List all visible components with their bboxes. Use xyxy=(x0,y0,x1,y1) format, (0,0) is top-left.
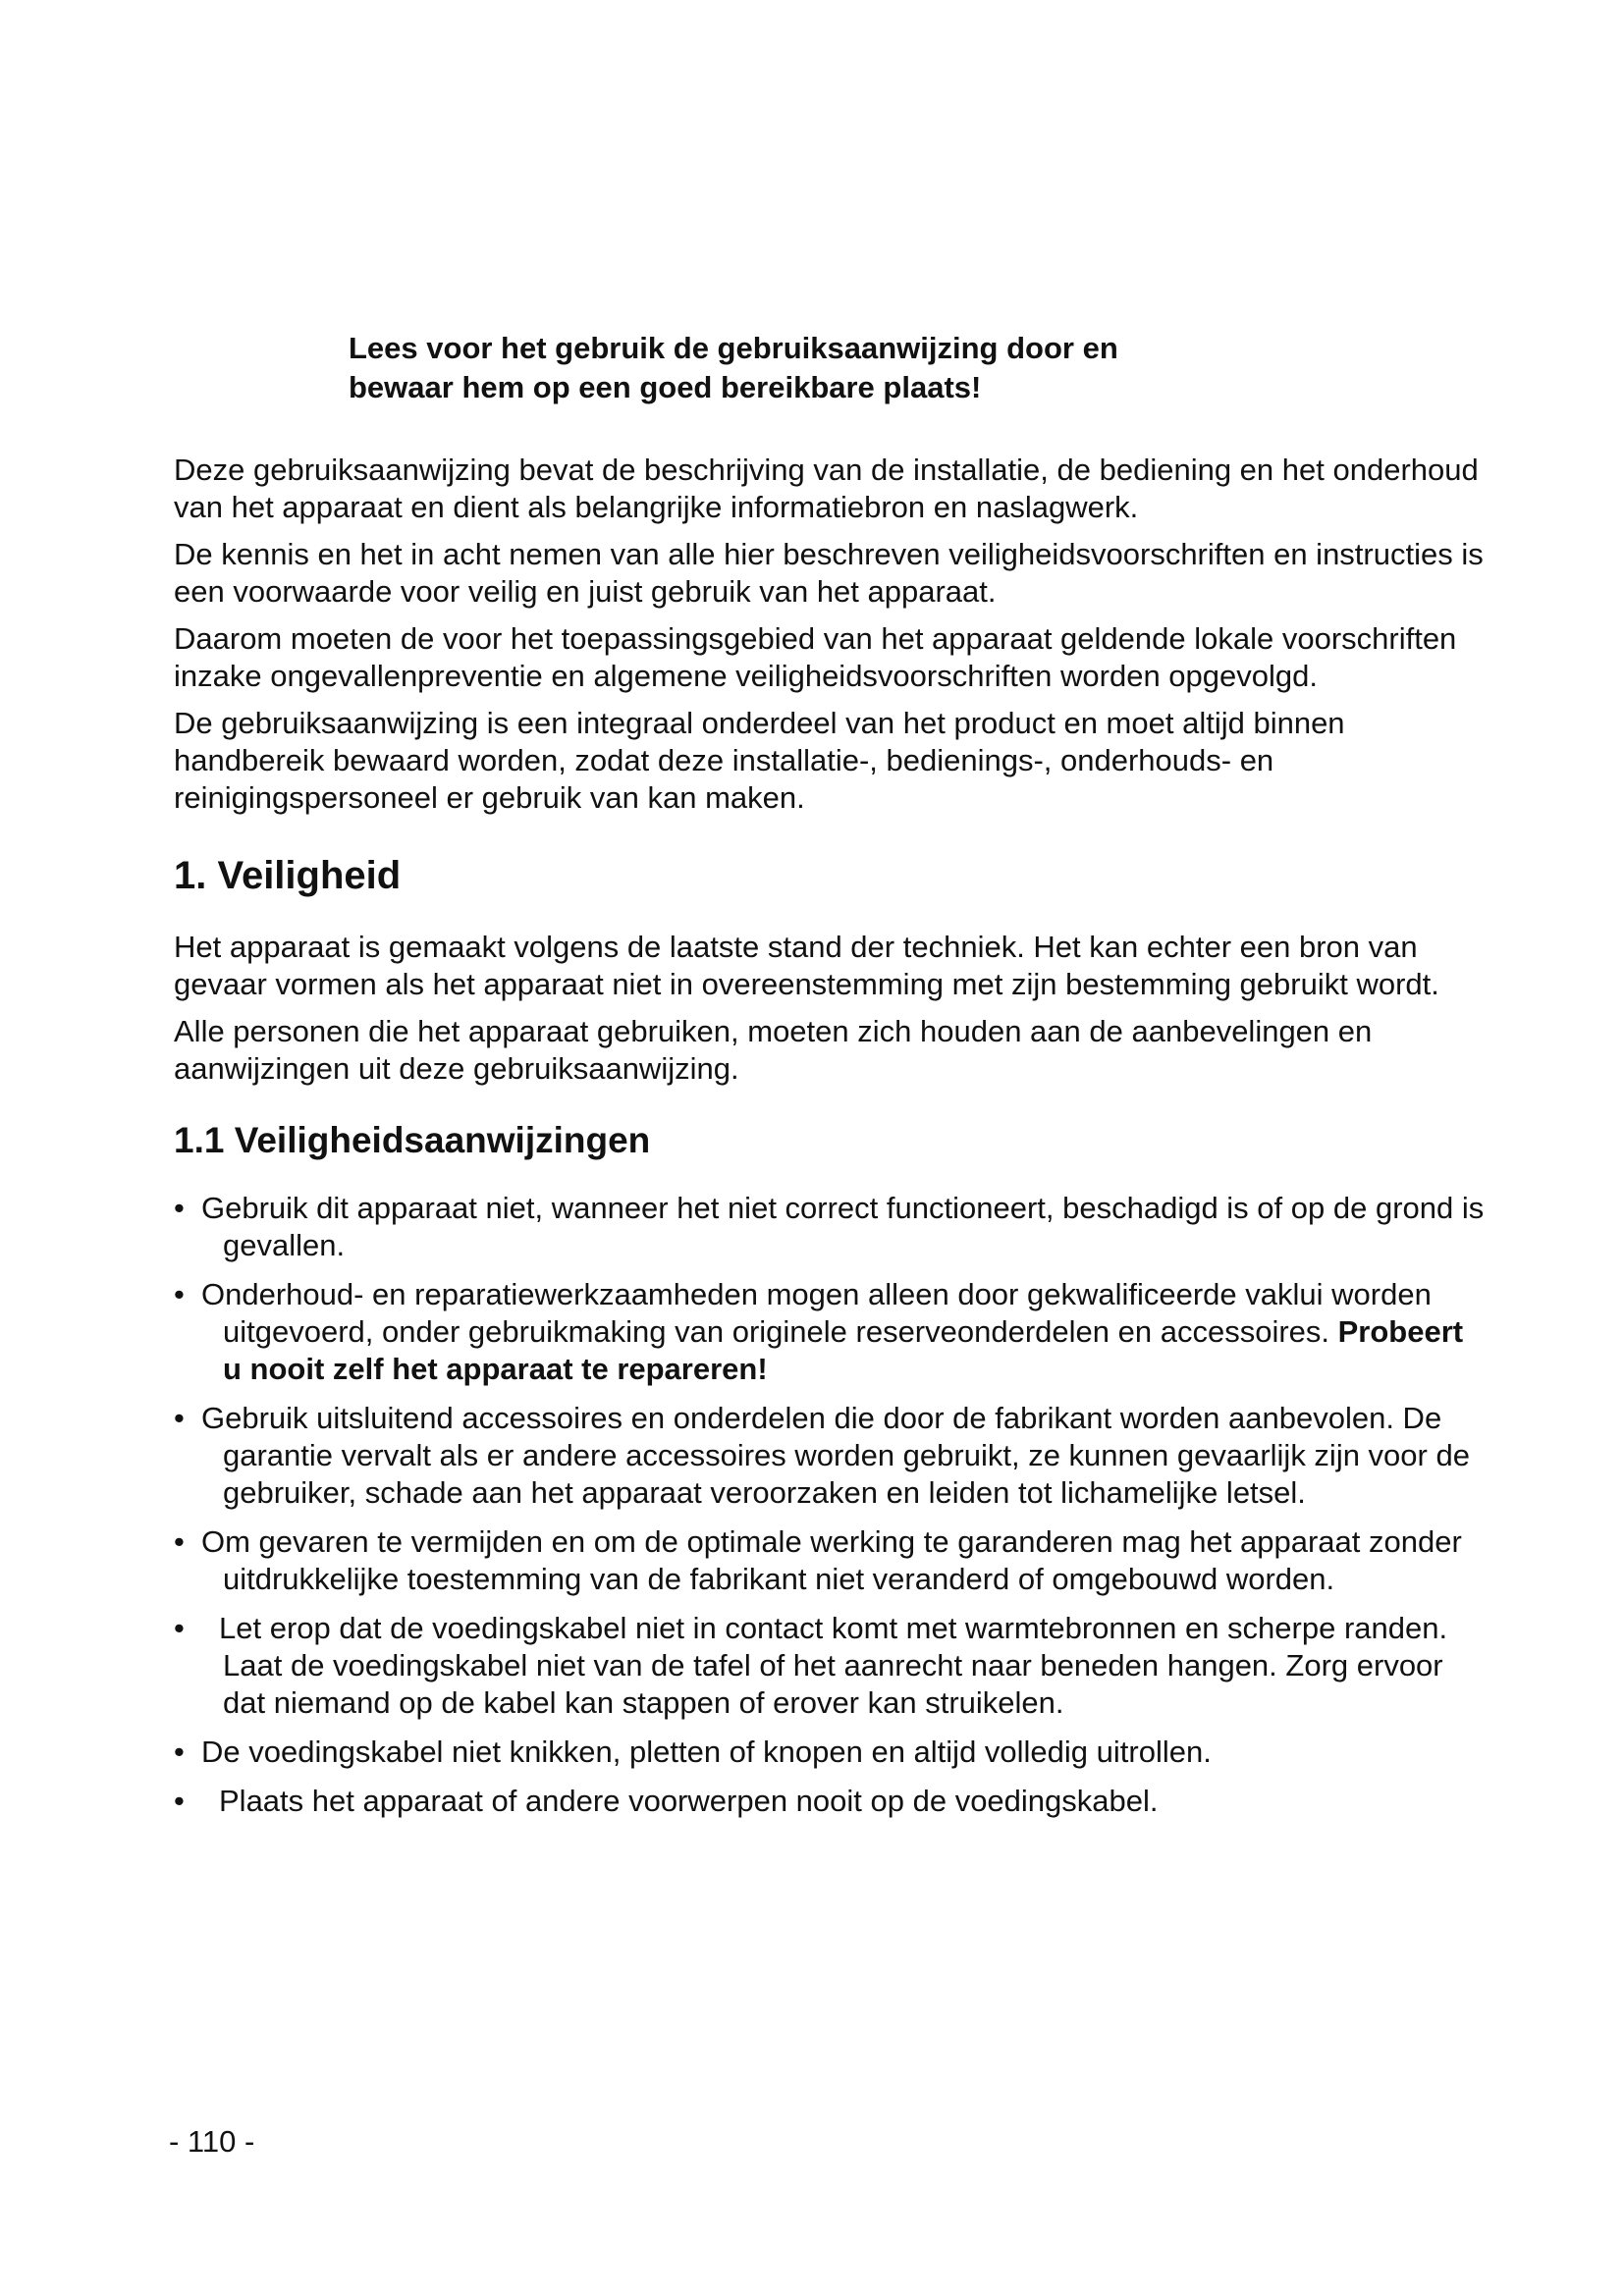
read-before-use-notice xyxy=(349,329,1330,407)
bullet-icon: • xyxy=(174,1611,185,1645)
safety-paragraph-2: Alle personen die het apparaat gebruiken, moeten zich houden aan de aanbevelingen en aanwijzingen uit deze gebruiksaanwijzing. xyxy=(174,1014,1373,1086)
bullet-icon: • xyxy=(174,1277,185,1311)
list-item-text: Plaats het apparaat of andere voorwerpen nooit op de voedingskabel. xyxy=(219,1784,1159,1818)
list-item-text: Onderhoud- en reparatiewerkzaamheden mogen alleen door gekwalificeerde vaklui worden uitgevoerd, onder gebruikmaking van originele reserveonderdelen en accessoires. xyxy=(201,1277,1432,1349)
subsection-heading-safety-instructions: 1.1 Veiligheidsaanwijzingen xyxy=(174,1120,651,1160)
section-heading-safety: 1. Veiligheid xyxy=(174,854,402,897)
list-item xyxy=(174,1190,1489,1264)
notice-line-1: Lees voor het gebruik de gebruiksaanwijzing door en xyxy=(349,331,1118,365)
intro-paragraph-1: Deze gebruiksaanwijzing bevat de beschrijving van de installatie, de bediening en het onderhoud van het apparaat en dient als belangrijke informatiebron en naslagwerk. xyxy=(174,453,1479,524)
page-number: - 110 - xyxy=(169,2124,255,2159)
bullet-icon: • xyxy=(174,1524,185,1559)
list-item xyxy=(174,1783,1489,1820)
bullet-icon: • xyxy=(174,1735,185,1769)
safety-instructions-list xyxy=(174,1190,1489,1820)
intro-paragraph-4: De gebruiksaanwijzing is een integraal onderdeel van het product en moet altijd binnen handbereik bewaard worden, zodat deze installatie-, bedienings-, onderhouds- en reinigingspersoneel er gebruik van kan maken. xyxy=(174,706,1345,815)
list-item-text: Om gevaren te vermijden en om de optimale werking te garanderen mag het apparaat zonder uitdrukkelijke toestemming van de fabrikant niet veranderd of omgebouwd worden. xyxy=(201,1524,1462,1596)
list-item-text: Gebruik uitsluitend accessoires en onderdelen die door de fabrikant worden aanbevolen. De garantie vervalt als er andere accessoires worden gebruikt, ze kunnen gevaarlijk zijn voor de gebruiker, schade aan het apparaat veroorzaken en leiden tot lichamelijke letsel. xyxy=(201,1401,1470,1510)
list-item xyxy=(174,1276,1489,1388)
list-item xyxy=(174,1610,1489,1722)
list-item-text: De voedingskabel niet knikken, pletten of knopen en altijd volledig uitrollen. xyxy=(201,1735,1212,1769)
list-item xyxy=(174,1523,1489,1598)
list-item-text: Let erop dat de voedingskabel niet in contact komt met warmtebronnen en scherpe randen. Laat de voedingskabel niet van de tafel of het aanrecht naar beneden hangen. Zorg ervoor dat niemand op de kabel kan stappen of erover kan struikelen. xyxy=(219,1611,1448,1720)
list-item-text: Gebruik dit apparaat niet, wanneer het niet correct functioneert, beschadigd is of op de grond is gevallen. xyxy=(201,1191,1485,1262)
list-item xyxy=(174,1400,1489,1512)
bullet-icon: • xyxy=(174,1191,185,1225)
intro-paragraph-3: Daarom moeten de voor het toepassingsgebied van het apparaat geldende lokale voorschriften inzake ongevallenpreventie en algemene veiligheidsvoorschriften worden opgevolgd. xyxy=(174,621,1457,693)
repair-warning: Probeert u nooit zelf het apparaat te repareren! xyxy=(223,1314,1464,1386)
main-content xyxy=(174,452,1489,1832)
list-item xyxy=(174,1734,1489,1771)
notice-line-2: bewaar hem op een goed bereikbare plaats! xyxy=(349,370,982,404)
bullet-icon: • xyxy=(174,1784,185,1818)
bullet-icon: • xyxy=(174,1401,185,1435)
safety-paragraph-1: Het apparaat is gemaakt volgens de laatste stand der techniek. Het kan echter een bron van gevaar vormen als het apparaat niet in overeenstemming met zijn bestemming gebruikt wordt. xyxy=(174,930,1439,1001)
intro-paragraph-2: De kennis en het in acht nemen van alle hier beschreven veiligheidsvoorschriften en instructies is een voorwaarde voor veilig en juist gebruik van het apparaat. xyxy=(174,537,1484,609)
